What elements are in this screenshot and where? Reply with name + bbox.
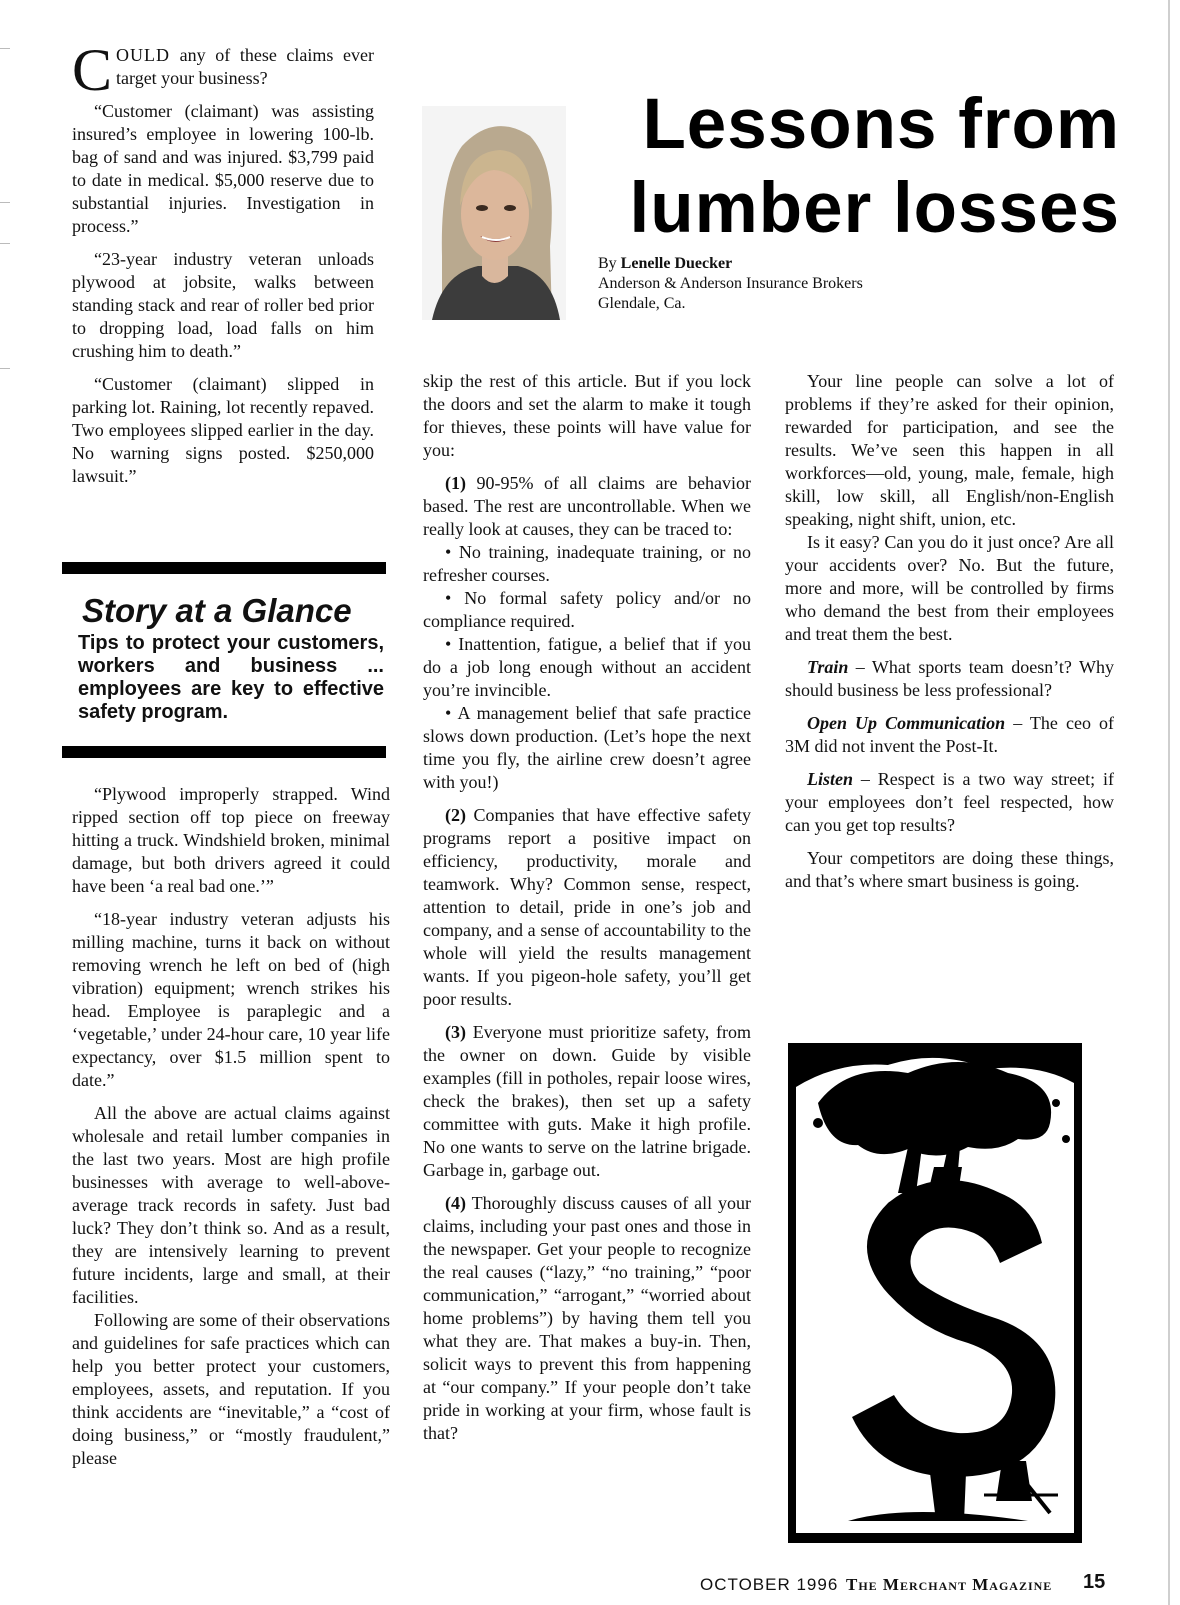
middle-column xyxy=(423,370,751,1455)
money-tree-illustration xyxy=(788,1043,1082,1543)
article-title: Lessons from lumber losses xyxy=(629,85,1120,248)
body-paragraph: “Plywood improperly strapped. Wind ripped section off top piece on freeway hitting a truck. Windshield broken, minimal damage, but both drivers agreed it could have been ‘a real bad one.’” xyxy=(72,784,390,896)
glance-heading: Story at a Glance xyxy=(82,592,352,629)
bullet-item: • No formal safety policy and/or no compliance required. xyxy=(423,588,751,631)
margin-tick xyxy=(0,368,10,369)
bullet-item: • Inattention, fatigue, a belief that if you do a job long enough without an accident you’re invincible. xyxy=(423,634,751,700)
claim-paragraph: “23-year industry veteran unloads plywood at jobsite, walks between standing stack and rear of roller bed prior to dropping load, load falls on him crushing him to death.” xyxy=(72,249,374,361)
body-paragraph: “18-year industry veteran adjusts his milling machine, turns it back on without removing wrench he left on bed of (high vibration) equipment; wrench strikes his head. Employee is paraplegic and a ‘vegetable,’ under 24-hour care, 10 year life expectancy, over $1.5 million spent to date.” xyxy=(72,909,390,1090)
intro-lead: COULD any of these claims ever target your business? xyxy=(72,37,374,103)
magazine-name: The Merchant Magazine xyxy=(846,1575,1053,1594)
right-column xyxy=(785,370,1114,903)
dollar-tree-icon xyxy=(788,1043,1082,1543)
body-paragraph: Your competitors are doing these things, and that’s where smart business is going. xyxy=(785,848,1114,891)
drop-cap: C xyxy=(72,37,113,103)
byline: By Lenelle Duecker Anderson & Anderson Insurance Brokers Glendale, Ca. xyxy=(598,255,863,312)
author-photo-icon xyxy=(422,106,566,320)
issue-date: OCTOBER 1996 xyxy=(700,1575,839,1594)
intro-column xyxy=(72,37,374,498)
margin-tick xyxy=(0,202,10,203)
author-location: Glendale, Ca. xyxy=(598,295,686,312)
body-paragraph: All the above are actual claims against wholesale and retail lumber companies in the last two years. Most are high profile businesses with average to well-above-average track records in safety. Just bad luck? They don’t think so. And as a result, they are intensively learning to prevent future incidents, large and small, at their facilities. xyxy=(72,1103,390,1307)
numbered-point-3: (3) Everyone must prioritize safety, from the owner on down. Guide by visible examples (fill in potholes, repair loose wires, check the brakes), then set up a safety committee with guts. Make it high profile. No one wants to serve on the latrine brigade. Garbage in, garbage out. xyxy=(423,1022,751,1180)
body-paragraph: Your line people can solve a lot of problems if they’re asked for their opinion, rewarded for participation, and see the results. We’ve seen this happen in all workforces—old, young, male, female, high skill, low skill, all English/non-English speaking, night shift, union, etc. xyxy=(785,371,1114,529)
numbered-point-1: (1) 90-95% of all claims are behavior based. The rest are uncontrollable. When we really look at causes, they can be traced to: xyxy=(423,473,751,539)
communication-paragraph: Open Up Communication – The ceo of 3M did not invent the Post-It. xyxy=(785,713,1114,756)
glance-bottom-rule xyxy=(62,746,386,758)
author-company: Anderson & Anderson Insurance Brokers xyxy=(598,275,863,292)
body-paragraph: skip the rest of this article. But if you lock the doors and set the alarm to make it tough for thieves, these points will have value for you: xyxy=(423,371,751,460)
claim-paragraph: “Customer (claimant) slipped in parking lot. Raining, lot recently repaved. Two employees slipped earlier in the day. No warning signs posted. $250,000 lawsuit.” xyxy=(72,374,374,486)
bullet-item: • No training, inadequate training, or no refresher courses. xyxy=(423,542,751,585)
glance-top-rule xyxy=(62,562,386,574)
margin-tick xyxy=(0,243,10,244)
bullet-item: • A management belief that safe practice slows down production. (Let’s hope the next time you fly, the airline crew doesn’t agree with you!) xyxy=(423,703,751,792)
margin-tick xyxy=(0,48,10,49)
body-paragraph: Is it easy? Can you do it just once? Are all your accidents over? No. But the future, more and more, will be controlled by firms who demand the best from their employees and treat them the best. xyxy=(785,532,1114,644)
train-paragraph: Train – What sports team doesn’t? Why should business be less professional? xyxy=(785,657,1114,700)
body-paragraph: Following are some of their observations and guidelines for safe practices which can help you better protect your customers, employees, assets, and reputation. If you think accidents are “inevitable,” a “cost of doing business,” or “mostly fraudulent,” please xyxy=(72,1310,390,1468)
page-number: 15 xyxy=(1083,1571,1106,1593)
page-footer xyxy=(700,1571,1106,1597)
glance-summary: Tips to protect your customers, workers and business ... employees are key to effective safety program. xyxy=(78,632,384,723)
numbered-point-2: (2) Companies that have effective safety programs report a positive impact on efficiency, productivity, morale and teamwork. Why? Common sense, respect, attention to detail, pride in one’s job and company, and a sense of accountability to the whole will yield the results management wants. If you pigeon-hole safety, you’ll get poor results. xyxy=(423,805,751,1009)
listen-paragraph: Listen – Respect is a two way street; if your employees don’t feel respected, how can you get top results? xyxy=(785,769,1114,835)
author-portrait xyxy=(422,106,566,320)
left-lower-column xyxy=(72,783,390,1470)
claim-paragraph: “Customer (claimant) was assisting insured’s employee in lowering 100-lb. bag of sand and was injured. $3,799 paid to date in medical. $5,000 reserve due to substantial injuries. Investigation in process.” xyxy=(72,101,374,236)
author-name: Lenelle Duecker xyxy=(620,255,733,272)
numbered-point-4: (4) Thoroughly discuss causes of all your claims, including your past ones and those in the newspaper. Get your people to recognize the real causes (“lazy,” “no training,” “poor communication,” “arrogant,” “worried about home problems”) by having them tell you what they are. That makes a buy-in. Then, solicit ways to prevent this from happening at “our company.” If your people don’t take pride in working at your firm, whose fault is that? xyxy=(423,1193,751,1443)
page-edge-line xyxy=(1168,0,1170,1605)
